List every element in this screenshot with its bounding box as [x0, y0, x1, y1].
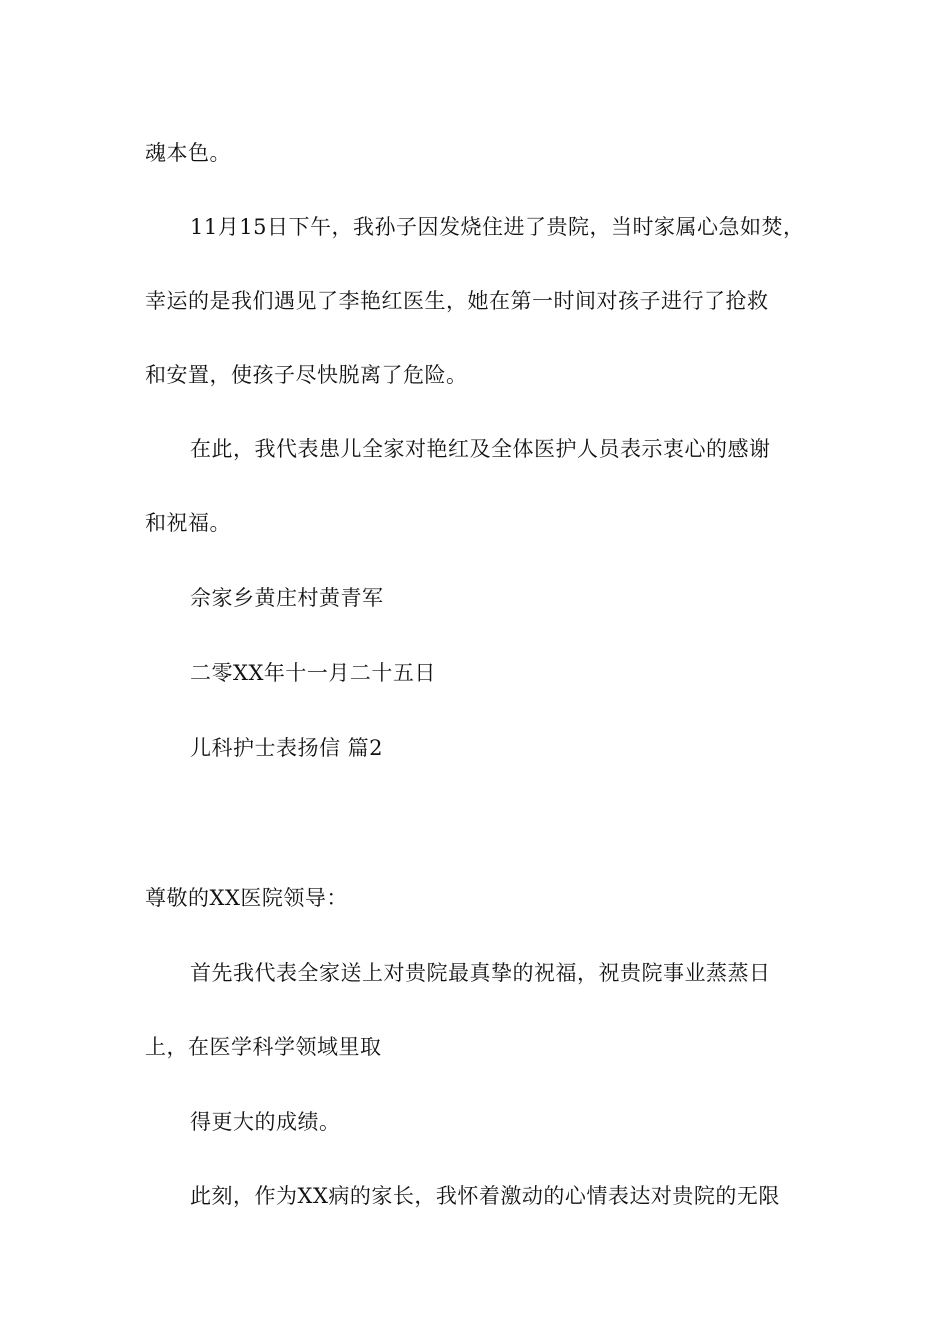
- text-line: 上，在医学科学领域里取: [145, 1035, 382, 1059]
- text-line: 幸运的是我们遇见了李艳红医生，她在第一时间对孩子进行了抢救: [145, 289, 769, 313]
- section-heading: 儿科护士表扬信 篇2: [190, 736, 384, 760]
- signature-date: 二零XX年十一月二十五日: [190, 661, 436, 685]
- text-line: 和祝福。: [145, 511, 231, 535]
- salutation: 尊敬的XX医院领导：: [145, 886, 348, 910]
- text-line: 此刻，作为XX病的家长，我怀着激动的心情表达对贵院的无限: [190, 1184, 780, 1208]
- text-line: 在此，我代表患儿全家对艳红及全体医护人员表示衷心的感谢: [190, 437, 771, 461]
- signature-name: 佘家乡黄庄村黄青军: [190, 586, 384, 610]
- text-line: 和安置，使孩子尽快脱离了危险。: [145, 363, 468, 387]
- text-line: 11月15日下午，我孙子因发烧住进了贵院，当时家属心急如焚，: [190, 215, 805, 239]
- text-line: 得更大的成绩。: [190, 1110, 341, 1134]
- text-line: 首先我代表全家送上对贵院最真挚的祝福，祝贵院事业蒸蒸日: [190, 961, 771, 985]
- text-line: 魂本色。: [145, 141, 231, 165]
